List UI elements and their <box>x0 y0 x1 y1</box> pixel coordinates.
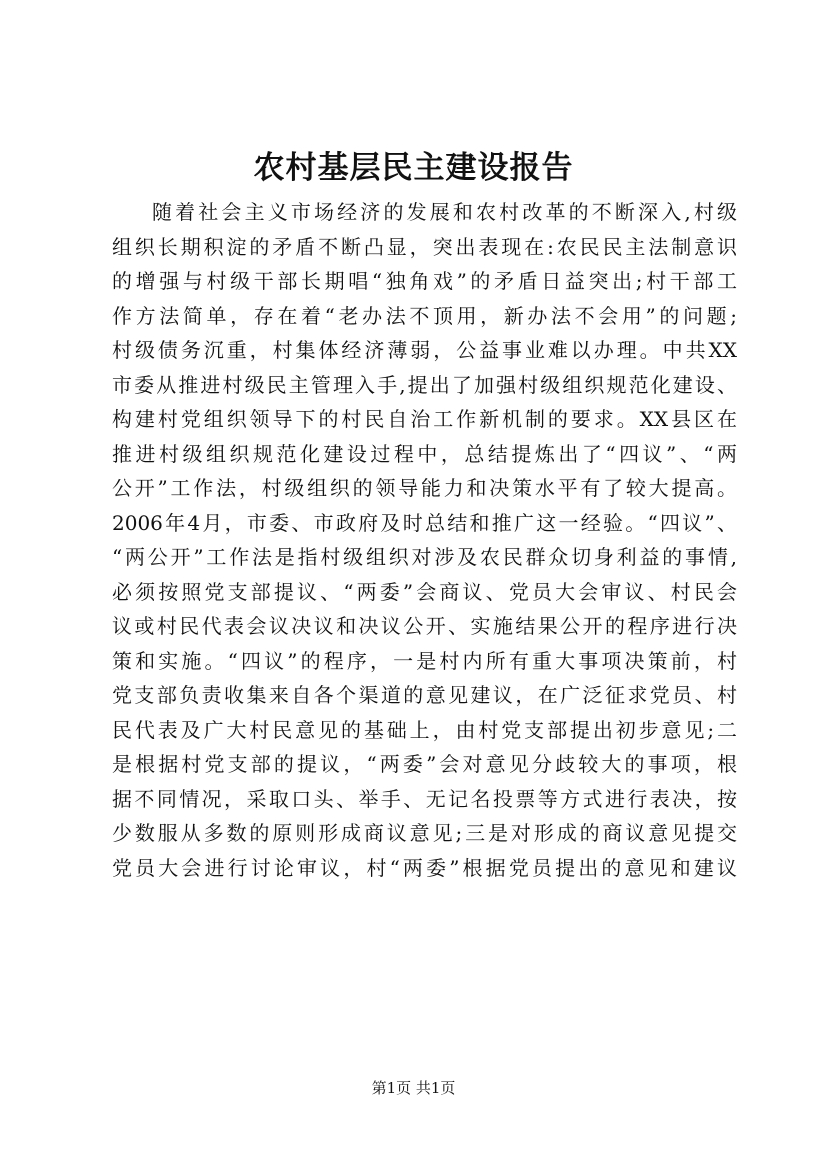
paragraph-line: 市委从推进村级民主管理入手,提出了加强村级组织规范化建设、 <box>112 372 737 397</box>
paragraph-line: 随着社会主义市场经济的发展和农村改革的不断深入,村级 <box>152 200 737 224</box>
paragraph-line: 党支部负责收集来自各个渠道的意见建议，在广泛征求党员、村 <box>112 683 737 707</box>
paragraph-line: 组织长期积淀的矛盾不断凸显，突出表现在:农民民主法制意识 <box>112 234 737 259</box>
paragraph-line: 少数服从多数的原则形成商议意见;三是对形成的商议意见提交 <box>112 821 737 845</box>
paragraph-line: 公开”工作法，村级组织的领导能力和决策水平有了较大提高。 <box>112 476 737 500</box>
paragraph-line: 党员大会进行讨论审议，村“两委”根据党员提出的意见和建议 <box>112 855 737 880</box>
paragraph-line: 必须按照党支部提议、“两委”会商议、党员大会审议、村民会 <box>112 579 737 604</box>
paragraph-line: “两公开”工作法是指村级组织对涉及农民群众切身利益的事情, <box>112 545 737 569</box>
document-title: 农村基层民主建设报告 <box>253 150 574 186</box>
paragraph-line: 村级债务沉重，村集体经济薄弱，公益事业难以办理。中共XX <box>112 338 737 362</box>
paragraph-line: 议或村民代表会议决议和决议公开、实施结果公开的程序进行决 <box>112 614 737 638</box>
paragraph-line: 2006年4月，市委、市政府及时总结和推广这一经验。“四议”、 <box>112 510 737 535</box>
paragraph-line: 策和实施。“四议”的程序，一是村内所有重大事项决策前，村 <box>112 648 737 673</box>
paragraph-line: 构建村党组织领导下的村民自治工作新机制的要求。XX县区在 <box>112 407 737 431</box>
paragraph-line: 作方法简单，存在着“老办法不顶用，新办法不会用”的问题; <box>112 303 737 328</box>
paragraph-line: 民代表及广大村民意见的基础上，由村党支部提出初步意见;二 <box>112 717 737 742</box>
paragraph-line: 是根据村党支部的提议，“两委”会对意见分歧较大的事项，根 <box>112 752 737 776</box>
paragraph-line: 的增强与村级干部长期唱“独角戏”的矛盾日益突出;村干部工 <box>112 269 737 293</box>
paragraph-line: 据不同情况，采取口头、举手、无记名投票等方式进行表决，按 <box>112 786 737 811</box>
page-footer: 第1页 共1页 <box>371 1079 456 1097</box>
document-body <box>112 195 737 885</box>
paragraph-line: 推进村级组织规范化建设过程中，总结提炼出了“四议”、“两 <box>112 441 737 466</box>
